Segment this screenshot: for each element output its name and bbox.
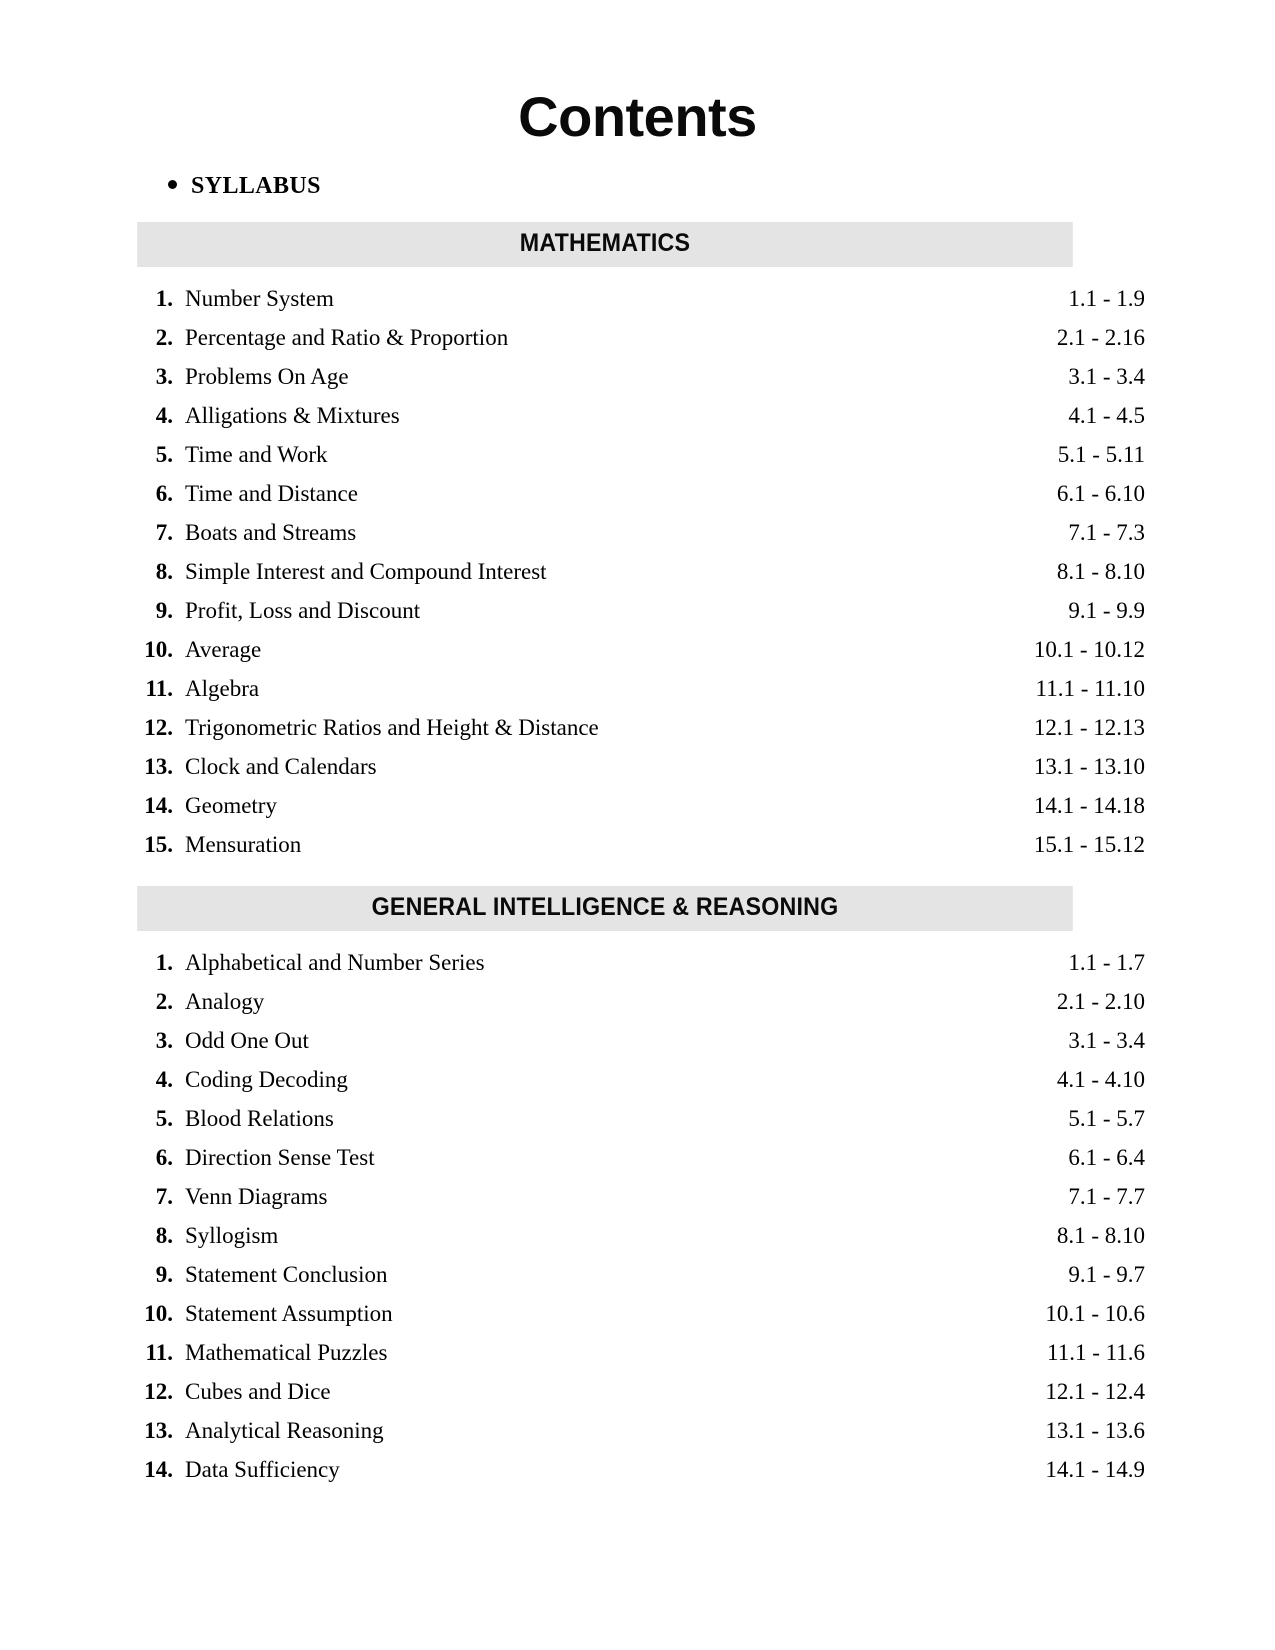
toc-entry-page-range: 14.1 - 14.9 xyxy=(1045,1456,1145,1482)
toc-entry-number: 2. xyxy=(155,988,173,1014)
section-header-mathematics: MATHEMATICS xyxy=(137,222,1073,267)
toc-entry-page-range: 3.1 - 3.4 xyxy=(1068,1027,1145,1053)
toc-entry-title: Coding Decoding xyxy=(185,1066,348,1092)
toc-entry-title: Cubes and Dice xyxy=(185,1378,331,1404)
toc-entry-page-range: 11.1 - 11.6 xyxy=(1047,1339,1145,1365)
toc-entry-number: 9. xyxy=(155,1261,173,1287)
page-title: Contents xyxy=(518,85,757,148)
toc-entry-number: 4. xyxy=(155,402,173,428)
toc-row[interactable] xyxy=(0,1021,1275,1060)
toc-entry-title: Problems On Age xyxy=(185,363,349,389)
toc-row[interactable] xyxy=(0,943,1275,982)
toc-entry-page-range: 13.1 - 13.6 xyxy=(1045,1417,1145,1443)
toc-entry-page-range: 8.1 - 8.10 xyxy=(1056,1222,1145,1248)
toc-entry-number: 8. xyxy=(155,558,173,584)
toc-entry-title: Direction Sense Test xyxy=(185,1144,375,1170)
toc-entry-number: 12. xyxy=(144,1378,173,1404)
toc-entry-page-range: 15.1 - 15.12 xyxy=(1033,831,1145,857)
toc-row[interactable] xyxy=(0,513,1275,552)
bullet-dot-icon xyxy=(168,180,177,189)
toc-entry-title: Mathematical Puzzles xyxy=(185,1339,388,1365)
toc-entry-page-range: 12.1 - 12.13 xyxy=(1033,714,1145,740)
toc-row[interactable] xyxy=(0,1255,1275,1294)
toc-list-mathematics xyxy=(0,267,1275,864)
toc-entry-number: 6. xyxy=(155,1144,173,1170)
toc-entry-page-range: 9.1 - 9.7 xyxy=(1068,1261,1145,1287)
toc-row[interactable] xyxy=(0,1060,1275,1099)
toc-entry-page-range: 2.1 - 2.16 xyxy=(1056,324,1145,350)
toc-entry-number: 2. xyxy=(155,324,173,350)
toc-entry-page-range: 5.1 - 5.7 xyxy=(1068,1105,1145,1131)
toc-entry-title: Mensuration xyxy=(185,831,302,857)
toc-entry-number: 3. xyxy=(155,1027,173,1053)
toc-entry-title: Boats and Streams xyxy=(185,519,357,545)
toc-entry-page-range: 2.1 - 2.10 xyxy=(1056,988,1145,1014)
toc-row[interactable] xyxy=(0,982,1275,1021)
syllabus-label: SYLLABUS xyxy=(191,172,321,199)
toc-row[interactable] xyxy=(0,279,1275,318)
toc-entry-number: 5. xyxy=(155,1105,173,1131)
toc-row[interactable] xyxy=(0,1099,1275,1138)
toc-entry-page-range: 9.1 - 9.9 xyxy=(1068,597,1145,623)
toc-row[interactable] xyxy=(0,474,1275,513)
toc-row[interactable] xyxy=(0,1372,1275,1411)
toc-row[interactable] xyxy=(0,1177,1275,1216)
toc-entry-number: 11. xyxy=(145,1339,173,1365)
toc-entry-title: Trigonometric Ratios and Height & Distance xyxy=(185,714,599,740)
toc-entry-title: Number System xyxy=(185,285,334,311)
toc-row[interactable] xyxy=(0,669,1275,708)
toc-entry-number: 9. xyxy=(155,597,173,623)
toc-entry-number: 1. xyxy=(155,285,173,311)
toc-row[interactable] xyxy=(0,357,1275,396)
toc-entry-page-range: 6.1 - 6.10 xyxy=(1056,480,1145,506)
toc-entry-title: Analytical Reasoning xyxy=(185,1417,384,1443)
toc-entry-title: Average xyxy=(185,636,262,662)
toc-row[interactable] xyxy=(0,825,1275,864)
toc-entry-page-range: 3.1 - 3.4 xyxy=(1068,363,1145,389)
toc-entry-page-range: 1.1 - 1.9 xyxy=(1068,285,1145,311)
toc-entry-page-range: 7.1 - 7.3 xyxy=(1068,519,1145,545)
toc-row[interactable] xyxy=(0,747,1275,786)
toc-entry-title: Syllogism xyxy=(185,1222,279,1248)
toc-entry-number: 14. xyxy=(144,1456,173,1482)
toc-row[interactable] xyxy=(0,1411,1275,1450)
section-header-general-intelligence-reasoning: GENERAL INTELLIGENCE & REASONING xyxy=(137,886,1073,931)
toc-row[interactable] xyxy=(0,630,1275,669)
toc-entry-number: 13. xyxy=(144,1417,173,1443)
toc-entry-page-range: 5.1 - 5.11 xyxy=(1057,441,1145,467)
toc-entry-page-range: 1.1 - 1.7 xyxy=(1068,949,1145,975)
toc-entry-number: 5. xyxy=(155,441,173,467)
toc-row[interactable] xyxy=(0,552,1275,591)
toc-row[interactable] xyxy=(0,591,1275,630)
toc-entry-title: Data Sufficiency xyxy=(185,1456,340,1482)
toc-entry-number: 4. xyxy=(155,1066,173,1092)
toc-entry-page-range: 6.1 - 6.4 xyxy=(1068,1144,1145,1170)
toc-entry-page-range: 14.1 - 14.18 xyxy=(1033,792,1145,818)
toc-entry-page-range: 10.1 - 10.6 xyxy=(1045,1300,1145,1326)
toc-entry-title: Alphabetical and Number Series xyxy=(185,949,485,975)
toc-row[interactable] xyxy=(0,1138,1275,1177)
toc-entry-number: 14. xyxy=(144,792,173,818)
toc-list-general-intelligence-reasoning xyxy=(0,931,1275,1489)
toc-row[interactable] xyxy=(0,1450,1275,1489)
toc-entry-title: Alligations & Mixtures xyxy=(185,402,400,428)
toc-entry-page-range: 8.1 - 8.10 xyxy=(1056,558,1145,584)
section-general-intelligence-reasoning xyxy=(0,886,1275,1489)
toc-entry-title: Simple Interest and Compound Interest xyxy=(185,558,547,584)
toc-entry-page-range: 4.1 - 4.5 xyxy=(1068,402,1145,428)
toc-entry-number: 10. xyxy=(144,636,173,662)
toc-row[interactable] xyxy=(0,1333,1275,1372)
toc-entry-title: Blood Relations xyxy=(185,1105,334,1131)
toc-row[interactable] xyxy=(0,786,1275,825)
toc-entry-page-range: 7.1 - 7.7 xyxy=(1068,1183,1145,1209)
section-mathematics xyxy=(0,222,1275,864)
toc-entry-number: 10. xyxy=(144,1300,173,1326)
toc-entry-page-range: 13.1 - 13.10 xyxy=(1033,753,1145,779)
toc-entry-page-range: 10.1 - 10.12 xyxy=(1033,636,1145,662)
toc-entry-title: Clock and Calendars xyxy=(185,753,377,779)
toc-entry-title: Statement Conclusion xyxy=(185,1261,388,1287)
toc-entry-number: 7. xyxy=(155,1183,173,1209)
toc-entry-number: 1. xyxy=(155,949,173,975)
syllabus-entry[interactable] xyxy=(0,173,1275,200)
toc-row[interactable] xyxy=(0,318,1275,357)
toc-entry-number: 6. xyxy=(155,480,173,506)
toc-entry-title: Profit, Loss and Discount xyxy=(185,597,421,623)
toc-row[interactable] xyxy=(0,1216,1275,1255)
toc-entry-title: Time and Distance xyxy=(185,480,358,506)
toc-entry-title: Odd One Out xyxy=(185,1027,309,1053)
toc-entry-title: Geometry xyxy=(185,792,277,818)
toc-row[interactable] xyxy=(0,708,1275,747)
toc-entry-page-range: 4.1 - 4.10 xyxy=(1056,1066,1145,1092)
toc-entry-title: Percentage and Ratio & Proportion xyxy=(185,324,509,350)
toc-entry-page-range: 12.1 - 12.4 xyxy=(1045,1378,1145,1404)
toc-entry-page-range: 11.1 - 11.10 xyxy=(1035,675,1145,701)
toc-entry-number: 3. xyxy=(155,363,173,389)
toc-entry-number: 12. xyxy=(144,714,173,740)
toc-entry-title: Time and Work xyxy=(185,441,328,467)
toc-row[interactable] xyxy=(0,396,1275,435)
toc-row[interactable] xyxy=(0,1294,1275,1333)
toc-entry-number: 15. xyxy=(144,831,173,857)
toc-entry-title: Statement Assumption xyxy=(185,1300,393,1326)
toc-row[interactable] xyxy=(0,435,1275,474)
toc-entry-title: Venn Diagrams xyxy=(185,1183,328,1209)
toc-entry-number: 11. xyxy=(145,675,173,701)
toc-entry-number: 7. xyxy=(155,519,173,545)
toc-entry-number: 13. xyxy=(144,753,173,779)
toc-entry-title: Algebra xyxy=(185,675,260,701)
toc-entry-title: Analogy xyxy=(185,988,265,1014)
toc-entry-number: 8. xyxy=(155,1222,173,1248)
